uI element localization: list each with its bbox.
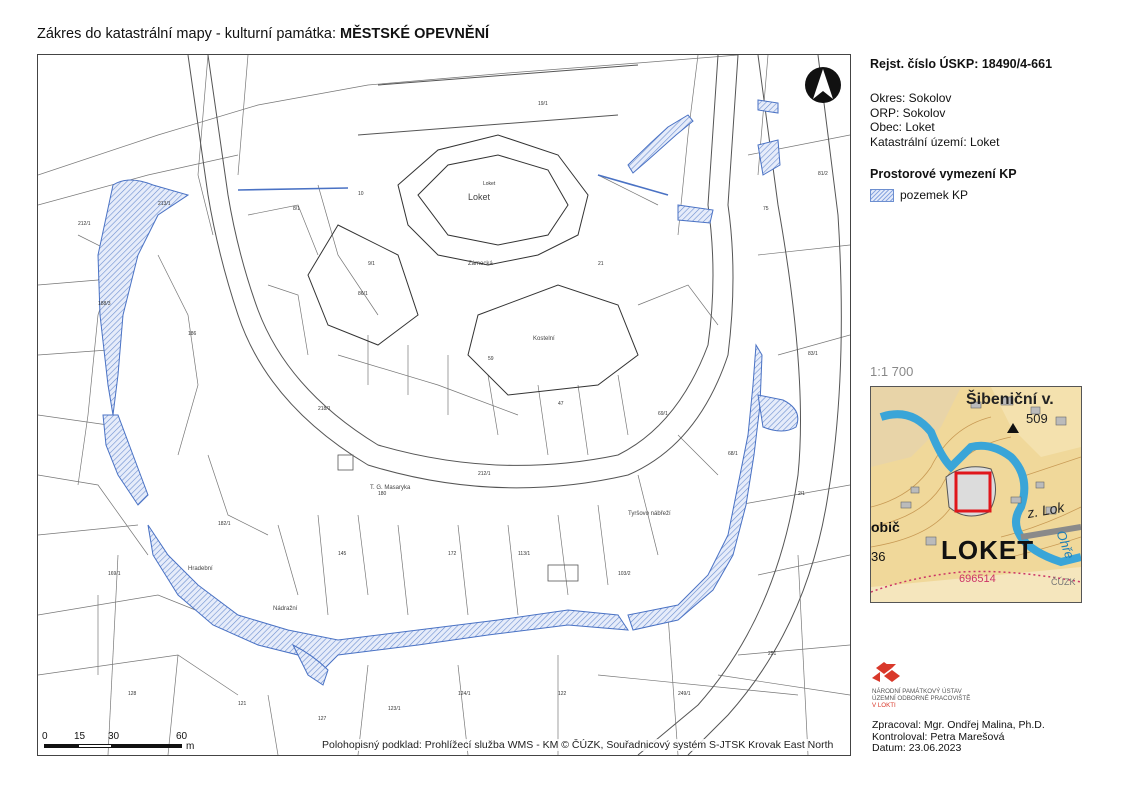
svg-text:9/1: 9/1 [368, 261, 375, 267]
inset-river-label: Ohře [1053, 528, 1078, 561]
scale-tick-60: 60 [176, 731, 188, 742]
svg-text:68/1: 68/1 [728, 451, 738, 457]
svg-text:2/1: 2/1 [798, 491, 805, 497]
svg-text:128: 128 [128, 691, 137, 697]
inset-left-word: obič [871, 519, 900, 535]
svg-text:249/1: 249/1 [678, 691, 691, 697]
scale-bar [42, 731, 222, 753]
inset-corner-mark: ČÚZK [1051, 577, 1076, 587]
svg-text:124/1: 124/1 [458, 691, 471, 697]
credits-date: Datum: 23.06.2023 [872, 742, 962, 754]
info-panel [870, 57, 1110, 202]
inset-hill-label: Šibeniční v. [966, 391, 1054, 408]
org-line-1: NÁRODNÍ PAMÁTKOVÝ ÚSTAV [872, 688, 962, 695]
cadastral-map[interactable] [37, 54, 851, 756]
svg-text:123/1: 123/1 [388, 706, 401, 712]
legend-title: Prostorové vymezení KP [870, 167, 1017, 181]
label-kostelni: Kostelní [533, 336, 555, 342]
svg-text:21: 21 [598, 261, 604, 267]
legend-hatch-swatch [870, 189, 894, 202]
overview-map-svg [871, 387, 1081, 602]
svg-text:81/2: 81/2 [818, 171, 828, 177]
district: Okres: Sokolov [870, 91, 952, 105]
svg-text:8/1: 8/1 [293, 206, 300, 212]
cadastral-map-svg [38, 55, 850, 755]
overview-map[interactable] [870, 386, 1082, 603]
svg-text:212/1: 212/1 [478, 471, 491, 477]
credits [872, 720, 1045, 755]
orp: ORP: Sokolov [870, 105, 946, 120]
inset-left-number: 36 [871, 549, 886, 564]
registration-number: Rejst. číslo ÚSKP: 18490/4-661 [870, 57, 1053, 71]
label-hradebni: Hradební [188, 566, 213, 572]
inset-road-label: z. Lok [1025, 498, 1066, 522]
svg-text:180: 180 [378, 491, 387, 497]
title-prefix: Zákres do katastrální mapy - kulturní památka: [37, 26, 341, 42]
label-tgm: T. G. Masaryka [370, 485, 411, 491]
label-zamecka: Zámecká [468, 261, 493, 267]
svg-text:83/1: 83/1 [808, 351, 818, 357]
page-title [37, 26, 489, 42]
scale-unit: m [186, 741, 195, 752]
svg-text:212/1: 212/1 [78, 221, 91, 227]
svg-text:122: 122 [558, 691, 567, 697]
credits-checked-by: Kontroloval: Petra Marešová [872, 730, 1005, 743]
org-line-2: ÚZEMNÍ ODBORNÉ PRACOVIŠTĚ [872, 695, 971, 703]
svg-text:103/2: 103/2 [618, 571, 631, 577]
org-line-3: V LOKTI [872, 702, 896, 710]
svg-text:19/1: 19/1 [538, 101, 548, 107]
legend-item [870, 188, 1110, 202]
svg-text:188/3: 188/3 [98, 301, 111, 307]
title-monument: MĚSTSKÉ OPEVNĚNÍ [340, 26, 490, 42]
map-attribution: Polohopisný podklad: Prohlížecí služba WMS - KM © ČÚZK, Souřadnicový systém S-JTSK Krovak East North [322, 739, 834, 751]
scale-tick-30: 30 [108, 731, 120, 742]
north-arrow-icon [805, 67, 841, 103]
svg-text:113/1: 113/1 [518, 551, 531, 557]
svg-text:218/1: 218/1 [318, 406, 331, 412]
municipality: Obec: Loket [870, 120, 935, 134]
label-loket: Loket [468, 192, 491, 202]
organization-name [872, 688, 970, 710]
svg-text:186: 186 [188, 331, 197, 337]
svg-text:75: 75 [763, 206, 769, 212]
svg-text:121: 121 [238, 701, 247, 707]
inset-code: 696514 [959, 573, 996, 585]
svg-text:47: 47 [558, 401, 564, 407]
svg-text:86/1: 86/1 [358, 291, 368, 297]
inset-town-label: LOKET [941, 535, 1035, 565]
svg-text:145: 145 [338, 551, 347, 557]
credits-made-by: Zpracoval: Mgr. Ondřej Malina, Ph.D. [872, 719, 1045, 731]
svg-text:169/1: 169/1 [108, 571, 121, 577]
map-scale: 1:1 700 [870, 364, 914, 379]
label-tyrsovo: Tyršovo nábřeží [628, 511, 671, 517]
svg-text:59: 59 [488, 356, 494, 362]
scale-tick-0: 0 [42, 731, 48, 742]
svg-text:10: 10 [358, 191, 364, 197]
inset-elevation: 509 [1026, 411, 1048, 426]
legend-item-label: pozemek KP [900, 188, 969, 202]
svg-text:213/1: 213/1 [158, 201, 171, 207]
svg-text:Loket: Loket [483, 181, 496, 187]
label-nadrazni: Nádražní [273, 606, 298, 612]
svg-text:127: 127 [318, 716, 327, 722]
scale-tick-15: 15 [74, 731, 86, 742]
svg-text:251: 251 [768, 651, 777, 657]
svg-text:172: 172 [448, 551, 457, 557]
svg-text:182/1: 182/1 [218, 521, 231, 527]
cadastral-area: Katastrální území: Loket [870, 134, 1000, 149]
location-info [870, 91, 1110, 149]
svg-text:69/1: 69/1 [658, 411, 668, 417]
